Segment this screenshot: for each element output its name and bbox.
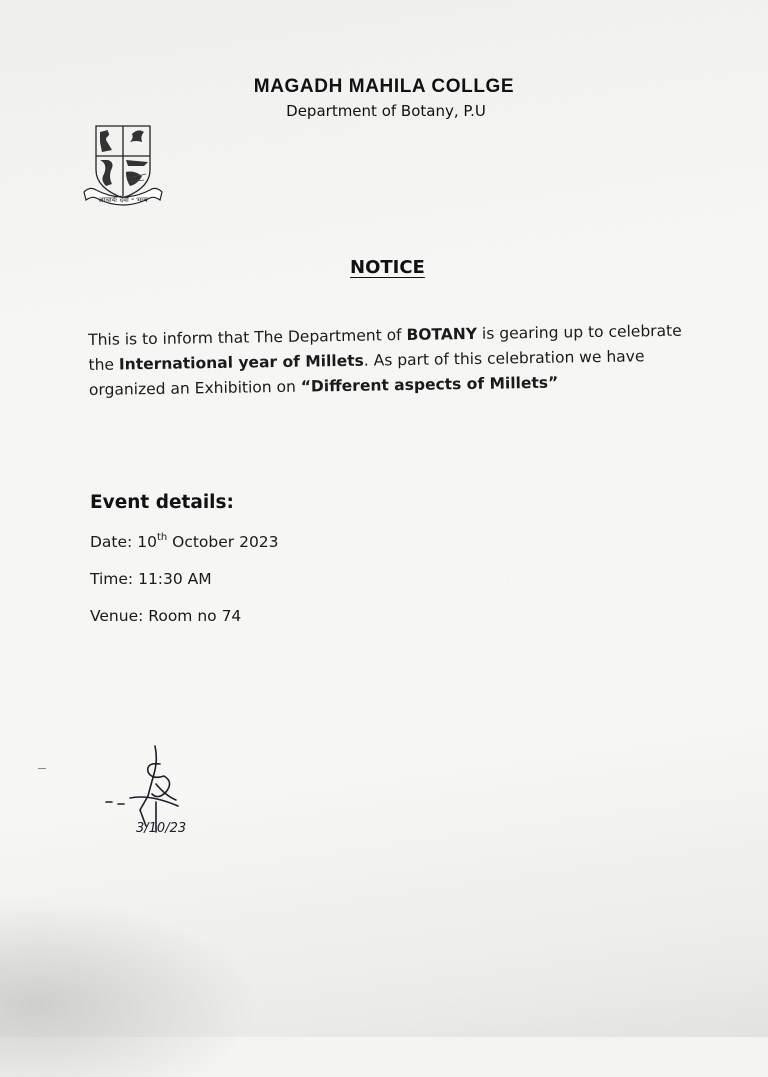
event-details-heading: Event details: — [90, 492, 234, 513]
date-label: Date: — [90, 533, 138, 551]
body-bold-botany: BOTANY — [406, 324, 478, 344]
notice-title: NOTICE — [350, 257, 425, 278]
event-venue: Venue: Room no 74 — [90, 607, 242, 625]
handwritten-signature-icon — [100, 740, 230, 840]
stray-mark — [38, 768, 46, 769]
body-text-1: This is to inform that The Department of — [88, 325, 407, 349]
date-suffix: th — [156, 532, 168, 543]
date-day: 10 — [137, 533, 157, 551]
notice-body — [88, 319, 689, 403]
signature-date: 3/10/23 — [136, 821, 187, 836]
body-text-3: . As part of this celebration we have organized an Exhibition on — [88, 347, 645, 399]
emblem-motto: आचार्यः देवो ॰ भव्य — [98, 196, 148, 204]
event-date — [90, 532, 279, 551]
body-bold-millets-year: International year of Millets — [118, 351, 364, 374]
college-name: MAGADH MAHILA COLLGE — [253, 76, 515, 97]
college-emblem-icon — [82, 120, 178, 212]
department-name: Department of Botany, P.U — [286, 102, 486, 120]
body-text-2: is gearing up to celebrate the — [88, 321, 682, 374]
date-rest: October 2023 — [167, 533, 279, 551]
paper-shadow — [0, 897, 260, 1077]
event-time: Time: 11:30 AM — [90, 570, 212, 588]
body-bold-exhibition-title: “Different aspects of Millets” — [300, 373, 559, 396]
